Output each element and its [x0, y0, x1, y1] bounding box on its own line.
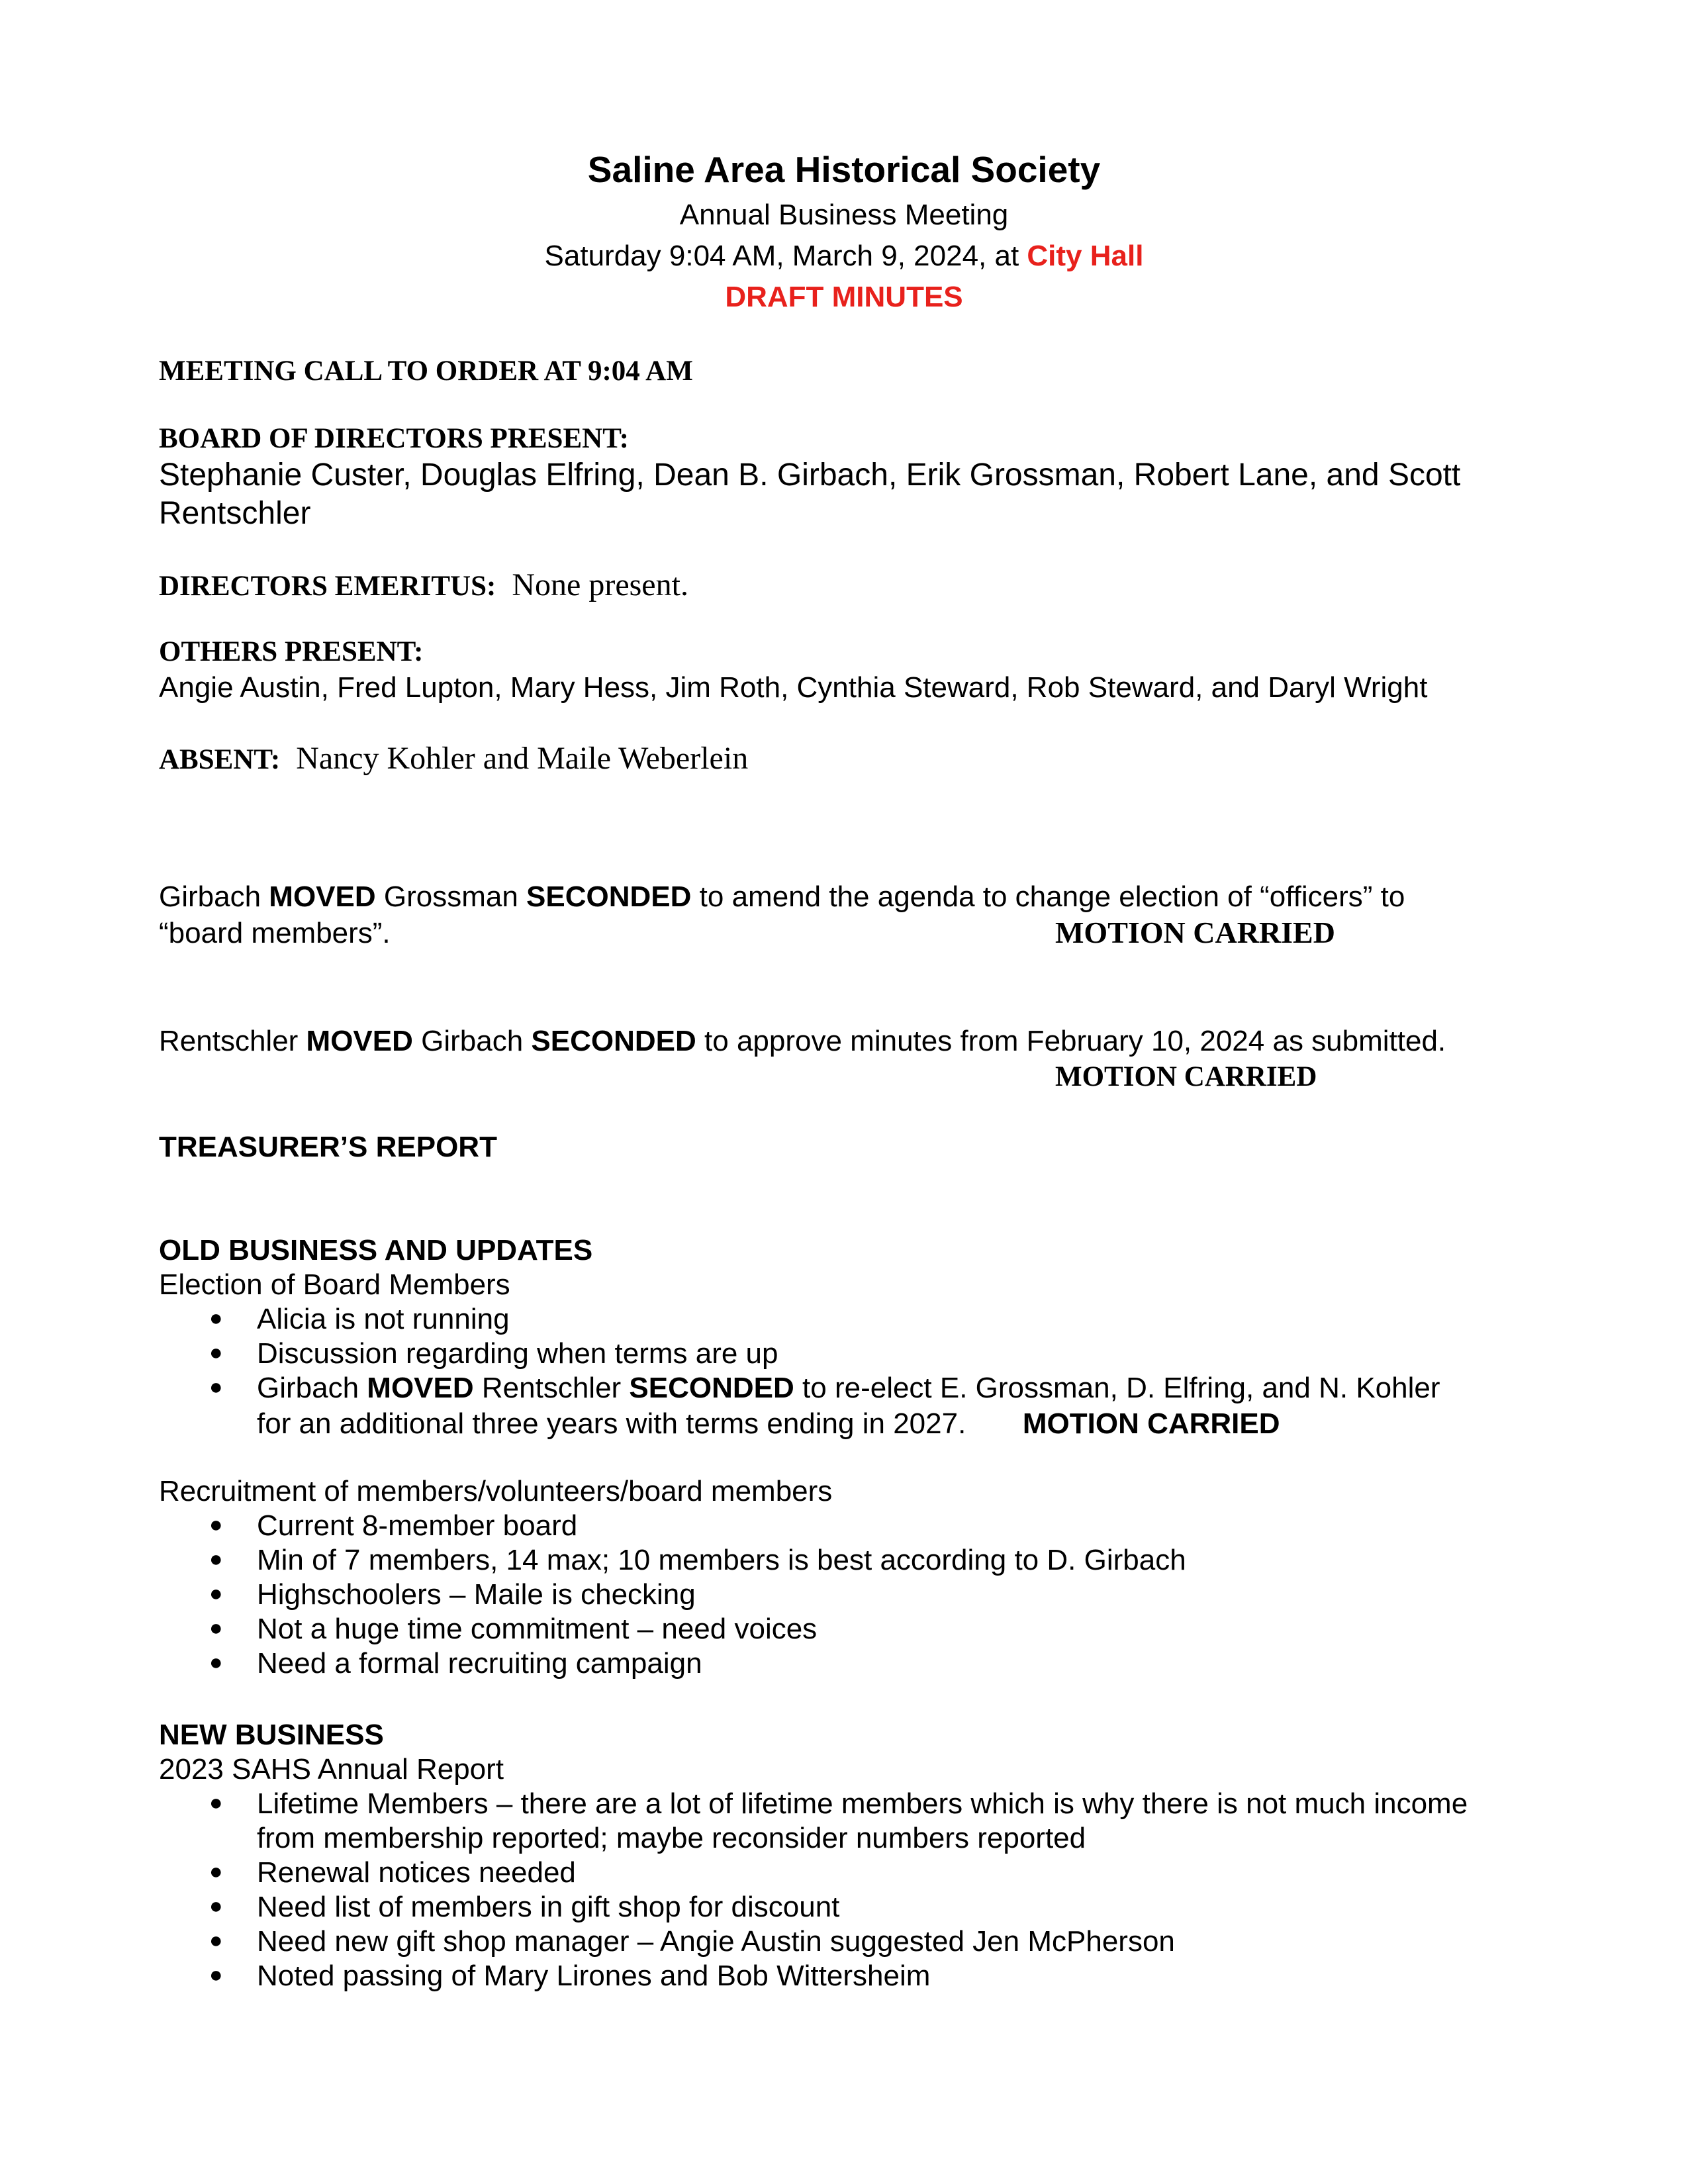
- recruitment-heading: Recruitment of members/volunteers/board members: [159, 1475, 833, 1507]
- list-item-text: Alicia is not running: [257, 1303, 510, 1335]
- list-item: [0, 1613, 1688, 1647]
- new-business-heading: NEW BUSINESS: [159, 1719, 384, 1751]
- bullet-icon: ●: [209, 1340, 223, 1365]
- list-item-text-line2: from membership reported; maybe reconsider numbers reported: [257, 1822, 1086, 1854]
- board-present-label: BOARD OF DIRECTORS PRESENT:: [159, 423, 630, 454]
- meeting-location: City Hall: [1027, 240, 1144, 272]
- motion-moved: MOVED: [306, 1025, 413, 1057]
- list-item: [0, 1544, 1688, 1578]
- org-title: Saline Area Historical Society: [587, 149, 1101, 190]
- motion-seconder: Girbach: [412, 1025, 532, 1057]
- list-item-text: Noted passing of Mary Lirones and Bob Wittersheim: [257, 1960, 931, 1992]
- list-item-text: Not a huge time commitment – need voices: [257, 1613, 818, 1645]
- motion-mover: Girbach: [159, 880, 269, 913]
- board-present-line2: Rentschler: [159, 496, 311, 531]
- call-to-order: MEETING CALL TO ORDER AT 9:04 AM: [159, 356, 693, 387]
- emeritus-line: [159, 567, 688, 603]
- motion-amend-agenda: [159, 880, 1405, 914]
- motion-text: to amend the agenda to change election of “officers” to: [691, 880, 1405, 913]
- board-present-line1: Stephanie Custer, Douglas Elfring, Dean B. Girbach, Erik Grossman, Robert Lane, and Scott: [159, 457, 1461, 493]
- treasurer-report-heading: TREASURER’S REPORT: [159, 1131, 497, 1163]
- list-item: [0, 1960, 1688, 1994]
- absent-line: [159, 740, 748, 777]
- motion-approve-minutes: [159, 1025, 1446, 1058]
- list-item-text-line2: [257, 1407, 1280, 1441]
- motion-result: MOTION CARRIED: [1055, 916, 1335, 949]
- motion-seconded: SECONDED: [531, 1025, 696, 1057]
- list-item: [0, 1509, 1688, 1544]
- list-item-text: Renewal notices needed: [257, 1856, 576, 1889]
- emeritus-value: None present.: [512, 567, 688, 602]
- bullet-icon: ●: [209, 1962, 223, 1987]
- bullet-icon: ●: [209, 1893, 223, 1919]
- meeting-date-line: [0, 240, 1688, 273]
- motion-moved: MOVED: [269, 880, 376, 913]
- list-item-text: Current 8-member board: [257, 1509, 578, 1542]
- motion-result: MOTION CARRIED: [1022, 1407, 1280, 1440]
- list-item-text: Need list of members in gift shop for discount: [257, 1891, 840, 1923]
- motion-seconded: SECONDED: [629, 1372, 794, 1404]
- list-item-text: Need a formal recruiting campaign: [257, 1647, 702, 1680]
- meeting-subtitle: Annual Business Meeting: [679, 199, 1009, 231]
- old-business-heading: OLD BUSINESS AND UPDATES: [159, 1234, 593, 1266]
- bullet-icon: ●: [209, 1581, 223, 1606]
- list-item: [0, 1337, 1688, 1372]
- draft-status: DRAFT MINUTES: [725, 281, 963, 313]
- list-item-text: Highschoolers – Maile is checking: [257, 1578, 696, 1611]
- bullet-icon: ●: [209, 1615, 223, 1640]
- list-item: [0, 1925, 1688, 1960]
- list-item: [0, 1856, 1688, 1891]
- list-item-text: [257, 1372, 1440, 1405]
- list-item: [0, 1891, 1688, 1925]
- motion-text: to re-elect E. Grossman, D. Elfring, and N. Kohler: [794, 1372, 1440, 1404]
- motion-moved: MOVED: [367, 1372, 474, 1404]
- motion-seconder: Grossman: [375, 880, 527, 913]
- motion-seconder: Rentschler: [473, 1372, 630, 1404]
- motion-mover: Rentschler: [159, 1025, 306, 1057]
- motion-amend-agenda-line2: “board members”.: [159, 917, 391, 949]
- list-item: [0, 1578, 1688, 1613]
- bullet-icon: ●: [209, 1928, 223, 1953]
- annual-report-heading: 2023 SAHS Annual Report: [159, 1753, 504, 1785]
- list-item-text: Min of 7 members, 14 max; 10 members is best according to D. Girbach: [257, 1544, 1186, 1576]
- bullet-icon: ●: [209, 1306, 223, 1331]
- list-item: [0, 1647, 1688, 1682]
- motion-text: for an additional three years with terms ending in 2027.: [257, 1407, 966, 1440]
- others-present-label: OTHERS PRESENT:: [159, 636, 424, 667]
- absent-value: Nancy Kohler and Maile Weberlein: [296, 741, 749, 776]
- absent-label: ABSENT:: [159, 744, 281, 775]
- others-present-value: Angie Austin, Fred Lupton, Mary Hess, Jim Roth, Cynthia Steward, Rob Steward, and Daryl Wright: [159, 671, 1428, 704]
- list-item: [0, 1787, 1688, 1859]
- bullet-icon: ●: [209, 1650, 223, 1675]
- motion-mover: Girbach: [257, 1372, 367, 1404]
- bullet-icon: ●: [209, 1512, 223, 1537]
- list-item-text: Lifetime Members – there are a lot of lifetime members which is why there is not much income: [257, 1787, 1468, 1820]
- list-item-text: Need new gift shop manager – Angie Austin suggested Jen McPherson: [257, 1925, 1175, 1958]
- emeritus-label: DIRECTORS EMERITUS:: [159, 571, 496, 602]
- bullet-icon: ●: [209, 1374, 223, 1400]
- list-item-text: Discussion regarding when terms are up: [257, 1337, 778, 1370]
- motion-seconded: SECONDED: [526, 880, 692, 913]
- motion-text: to approve minutes from February 10, 2024 as submitted.: [696, 1025, 1446, 1057]
- bullet-icon: ●: [209, 1859, 223, 1884]
- motion-result: MOTION CARRIED: [1055, 1061, 1317, 1092]
- bullet-icon: ●: [209, 1546, 223, 1572]
- bullet-icon: ●: [209, 1790, 223, 1815]
- meeting-date: Saturday 9:04 AM, March 9, 2024, at: [544, 240, 1027, 272]
- list-item: [0, 1372, 1688, 1445]
- list-item: [0, 1303, 1688, 1337]
- election-heading: Election of Board Members: [159, 1268, 510, 1301]
